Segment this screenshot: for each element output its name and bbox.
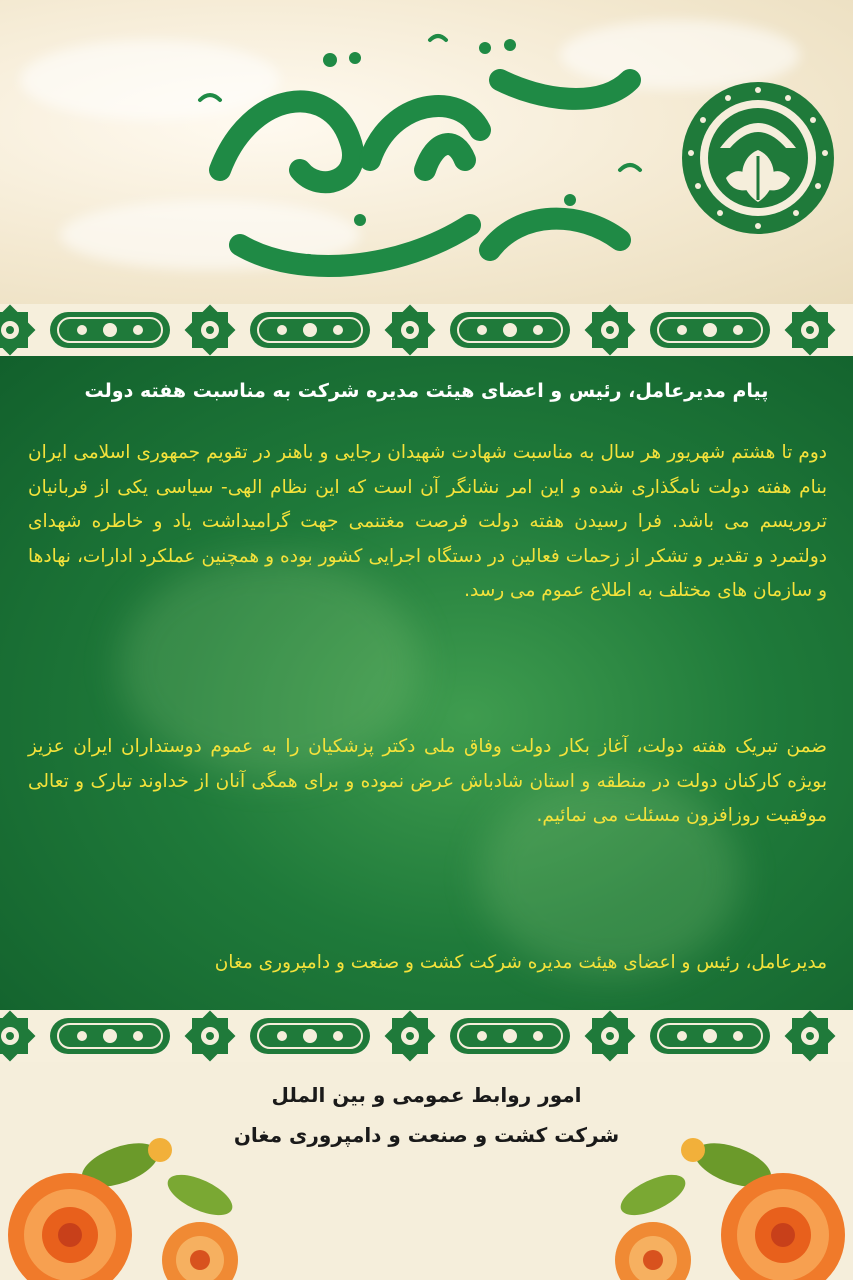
message-paragraph-1: دوم تا هشتم شهریور هر سال به مناسبت شهادت شهیدان رجایی و باهنر در تقویم جمهوری اسلامی ایران بنام هفته دولت نامگذاری شده و این امر نشانگر آن است که این نظام الهی- سیاسی یکی از قربانیان تروریسم می باشد. فرا رسیدن هفته دولت فرصت مغتنمی جهت گرامیداشت یاد و خاطره شهدای دولتمرد و تقدیر و تشکر از زحمات فعالین در دستگاه اجرایی کشور بوده و همچنین عملکرد ادارات، نهادها و سازمان های مختلف به اطلاع عموم می رسد. [28,442,827,601]
message-panel [0,356,853,1012]
ornament-pattern [0,304,853,356]
footer-department: امور روابط عمومی و بین الملل [271,1083,582,1107]
top-ornament-band [0,304,853,356]
title-calligraphy [180,20,650,290]
footer-company: شرکت کشت و صنعت و دامپروری مغان [233,1123,620,1147]
header-banner [0,0,853,305]
message-title: پیام مدیرعامل، رئیس و اعضای هیئت مدیره شرکت به مناسبت هفته دولت [84,380,769,402]
bottom-ornament-band [0,1010,853,1062]
ornament-pattern [0,1010,853,1062]
message-paragraph-2: ضمن تبریک هفته دولت، آغاز بکار دولت وفاق ملی دکتر پزشکیان را به عموم دوستداران ایران عزیز بویژه کارکنان دولت در منطقه و استان شادباش عرض نموده و برای همگی آنان از خداوند تبارک و تعالی موفقیت روزافزون مسئلت می نمائیم. [28,736,827,826]
flowers-right-decoration [553,1125,853,1280]
message-signature: مدیرعامل، رئیس و اعضای هیئت مدیره شرکت کشت و صنعت و دامپروری مغان [214,952,827,973]
company-logo-icon [678,78,838,238]
flowers-left-decoration [0,1125,300,1280]
